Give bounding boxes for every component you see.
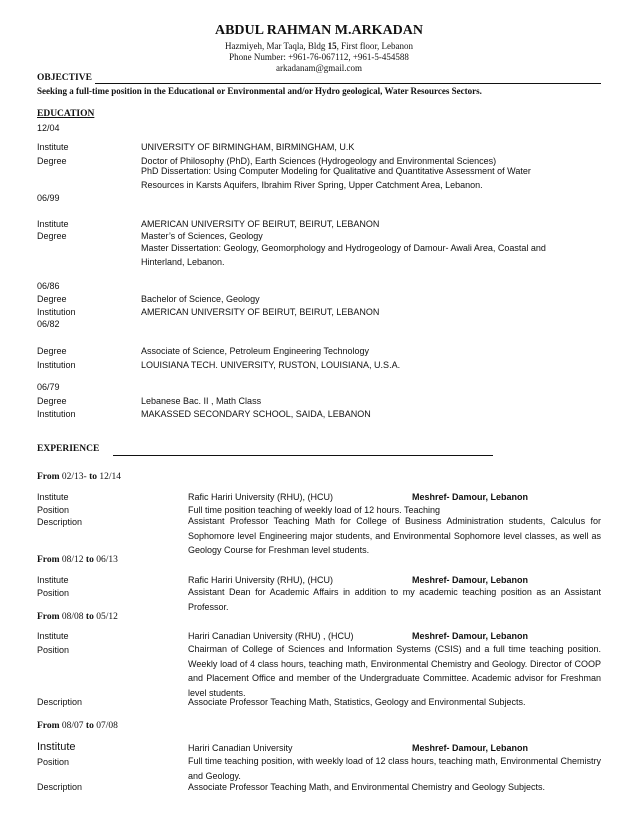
edu3-degree-value: Bachelor of Science, Geology bbox=[141, 294, 260, 304]
objective-text: Seeking a full-time position in the Educational or Environmental and/or Hydro geological, Water Resources Sectors. bbox=[37, 86, 482, 96]
education-date-4: 06/82 bbox=[37, 319, 60, 329]
job3-description-label: Description bbox=[37, 697, 83, 707]
job3-date-range: From 08/08 to 05/12 bbox=[37, 612, 118, 622]
edu4-degree-label: Degree bbox=[37, 346, 67, 356]
edu5-institution-value: MAKASSED SECONDARY SCHOOL, SAIDA, LEBANON bbox=[141, 409, 371, 419]
education-heading: EDUCATION bbox=[37, 109, 95, 119]
edu4-institution-value: LOUISIANA TECH. UNIVERSITY, RUSTON, LOUISIANA, U.S.A. bbox=[141, 360, 401, 370]
job4-description-label: Description bbox=[37, 782, 83, 792]
job3-description-value: Associate Professor Teaching Math, Statistics, Geology and Environmental Subjects. bbox=[188, 697, 526, 707]
address-line: Hazmiyeh, Mar Taqla, Bldg 15, First floor, Lebanon bbox=[224, 41, 414, 51]
job1-location: Meshref- Damour, Lebanon bbox=[412, 492, 529, 502]
edu2-degree-label: Degree bbox=[37, 231, 67, 241]
job4-location: Meshref- Damour, Lebanon bbox=[412, 743, 529, 753]
job3-position-value: Chairman of College of Sciences and Information Systems (CSIS) and a full time teaching position. Weekly load of 4 class hours, teaching math, Environmental Chemistry and Geology. Director of COOP and Placement Office and member of the Undergraduate Committee. Academic advisor for Freshman level students. bbox=[188, 644, 601, 698]
experience-heading: EXPERIENCE bbox=[37, 444, 100, 454]
job4-institute-value: Hariri Canadian University bbox=[188, 743, 293, 753]
edu4-institution-label: Institution bbox=[37, 360, 76, 370]
education-date-1: 12/04 bbox=[37, 123, 60, 133]
job1-position-label: Position bbox=[37, 505, 70, 515]
job3-institute-value: Hariri Canadian University (RHU) , (HCU) bbox=[188, 631, 354, 641]
job1-description-value: Assistant Professor Teaching Math for College of Business Administration students, Calculus for Sophomore level Engineering major students, and Environmental Sophomore level classes, as well as Geology Course for Freshman level students. bbox=[188, 516, 601, 555]
edu1-degree-value: Doctor of Philosophy (PhD), Earth Sciences (Hydrogeology and Environmental Sciences) bbox=[141, 156, 497, 166]
job1-description-label: Description bbox=[37, 517, 83, 527]
edu2-institute-label: Institute bbox=[37, 219, 69, 229]
job1-date-range: From 02/13- to 12/14 bbox=[37, 472, 122, 482]
objective-heading: OBJECTIVE bbox=[37, 73, 92, 83]
edu1-degree-label: Degree bbox=[37, 156, 67, 166]
edu3-institution-value: AMERICAN UNIVERSITY OF BEIRUT, BEIRUT, LEBANON bbox=[141, 307, 380, 317]
job2-date-range: From 08/12 to 06/13 bbox=[37, 555, 118, 565]
education-date-2: 06/99 bbox=[37, 193, 60, 203]
job2-institute-label: Institute bbox=[37, 575, 69, 585]
experience-rule bbox=[113, 455, 493, 456]
edu5-degree-value: Lebanese Bac. II , Math Class bbox=[141, 396, 262, 406]
job4-date-range: From 08/07 to 07/08 bbox=[37, 721, 118, 731]
job4-institute-label: Institute bbox=[37, 741, 76, 753]
edu5-degree-label: Degree bbox=[37, 396, 67, 406]
email-line: arkadanam@gmail.com bbox=[275, 63, 362, 73]
job2-institute-value: Rafic Hariri University (RHU), (HCU) bbox=[188, 575, 333, 585]
edu2-dissertation-line1: Master Dissertation: Geology, Geomorphology and Hydrogeology of Damour- Awali Area, Coastal and bbox=[141, 243, 546, 253]
edu2-institute-value: AMERICAN UNIVERSITY OF BEIRUT, BEIRUT, LEBANON bbox=[141, 219, 380, 229]
phone-line: Phone Number: +961-76-067112, +961-5-454588 bbox=[229, 52, 409, 62]
job4-description-value: Associate Professor Teaching Math, and Environmental Chemistry and Geology Subjects. bbox=[188, 782, 546, 792]
edu1-dissertation-line1: PhD Dissertation: Using Computer Modeling for Qualitative and Quantitative Assessment of Water bbox=[141, 166, 531, 176]
job2-location: Meshref- Damour, Lebanon bbox=[412, 575, 529, 585]
objective-rule bbox=[95, 83, 601, 84]
edu3-degree-label: Degree bbox=[37, 294, 67, 304]
job3-location: Meshref- Damour, Lebanon bbox=[412, 631, 529, 641]
job1-institute-label: Institute bbox=[37, 492, 69, 502]
job4-position-label: Position bbox=[37, 757, 70, 767]
edu1-institute-value: UNIVERSITY OF BIRMINGHAM, BIRMINGHAM, U.K bbox=[141, 142, 355, 152]
job1-position-value: Full time position teaching of weekly load of 12 hours. Teaching bbox=[188, 505, 440, 515]
job2-position-label: Position bbox=[37, 588, 70, 598]
job3-position-label: Position bbox=[37, 645, 70, 655]
edu1-dissertation-line2: Resources in Karsts Aquifers, Ibrahim River Spring, Upper Catchment Area, Lebanon. bbox=[141, 180, 483, 190]
education-date-3: 06/86 bbox=[37, 281, 60, 291]
edu2-degree-value: Master’s of Sciences, Geology bbox=[141, 231, 263, 241]
education-date-5: 06/79 bbox=[37, 382, 60, 392]
edu4-degree-value: Associate of Science, Petroleum Engineering Technology bbox=[141, 346, 369, 356]
job1-institute-value: Rafic Hariri University (RHU), (HCU) bbox=[188, 492, 333, 502]
edu1-institute-label: Institute bbox=[37, 142, 69, 152]
edu2-dissertation-line2: Hinterland, Lebanon. bbox=[141, 257, 225, 267]
job3-institute-label: Institute bbox=[37, 631, 69, 641]
edu5-institution-label: Institution bbox=[37, 409, 76, 419]
job4-position-value: Full time teaching position, with weekly load of 12 class hours, teaching math, Environmental Chemistry and Geology. bbox=[188, 756, 601, 781]
edu3-institution-label: Institution bbox=[37, 307, 76, 317]
resume-name: ABDUL RAHMAN M.ARKADAN bbox=[214, 23, 424, 38]
job2-position-value: Assistant Dean for Academic Affairs in addition to my academic teaching position as an Assistant Professor. bbox=[188, 587, 601, 612]
